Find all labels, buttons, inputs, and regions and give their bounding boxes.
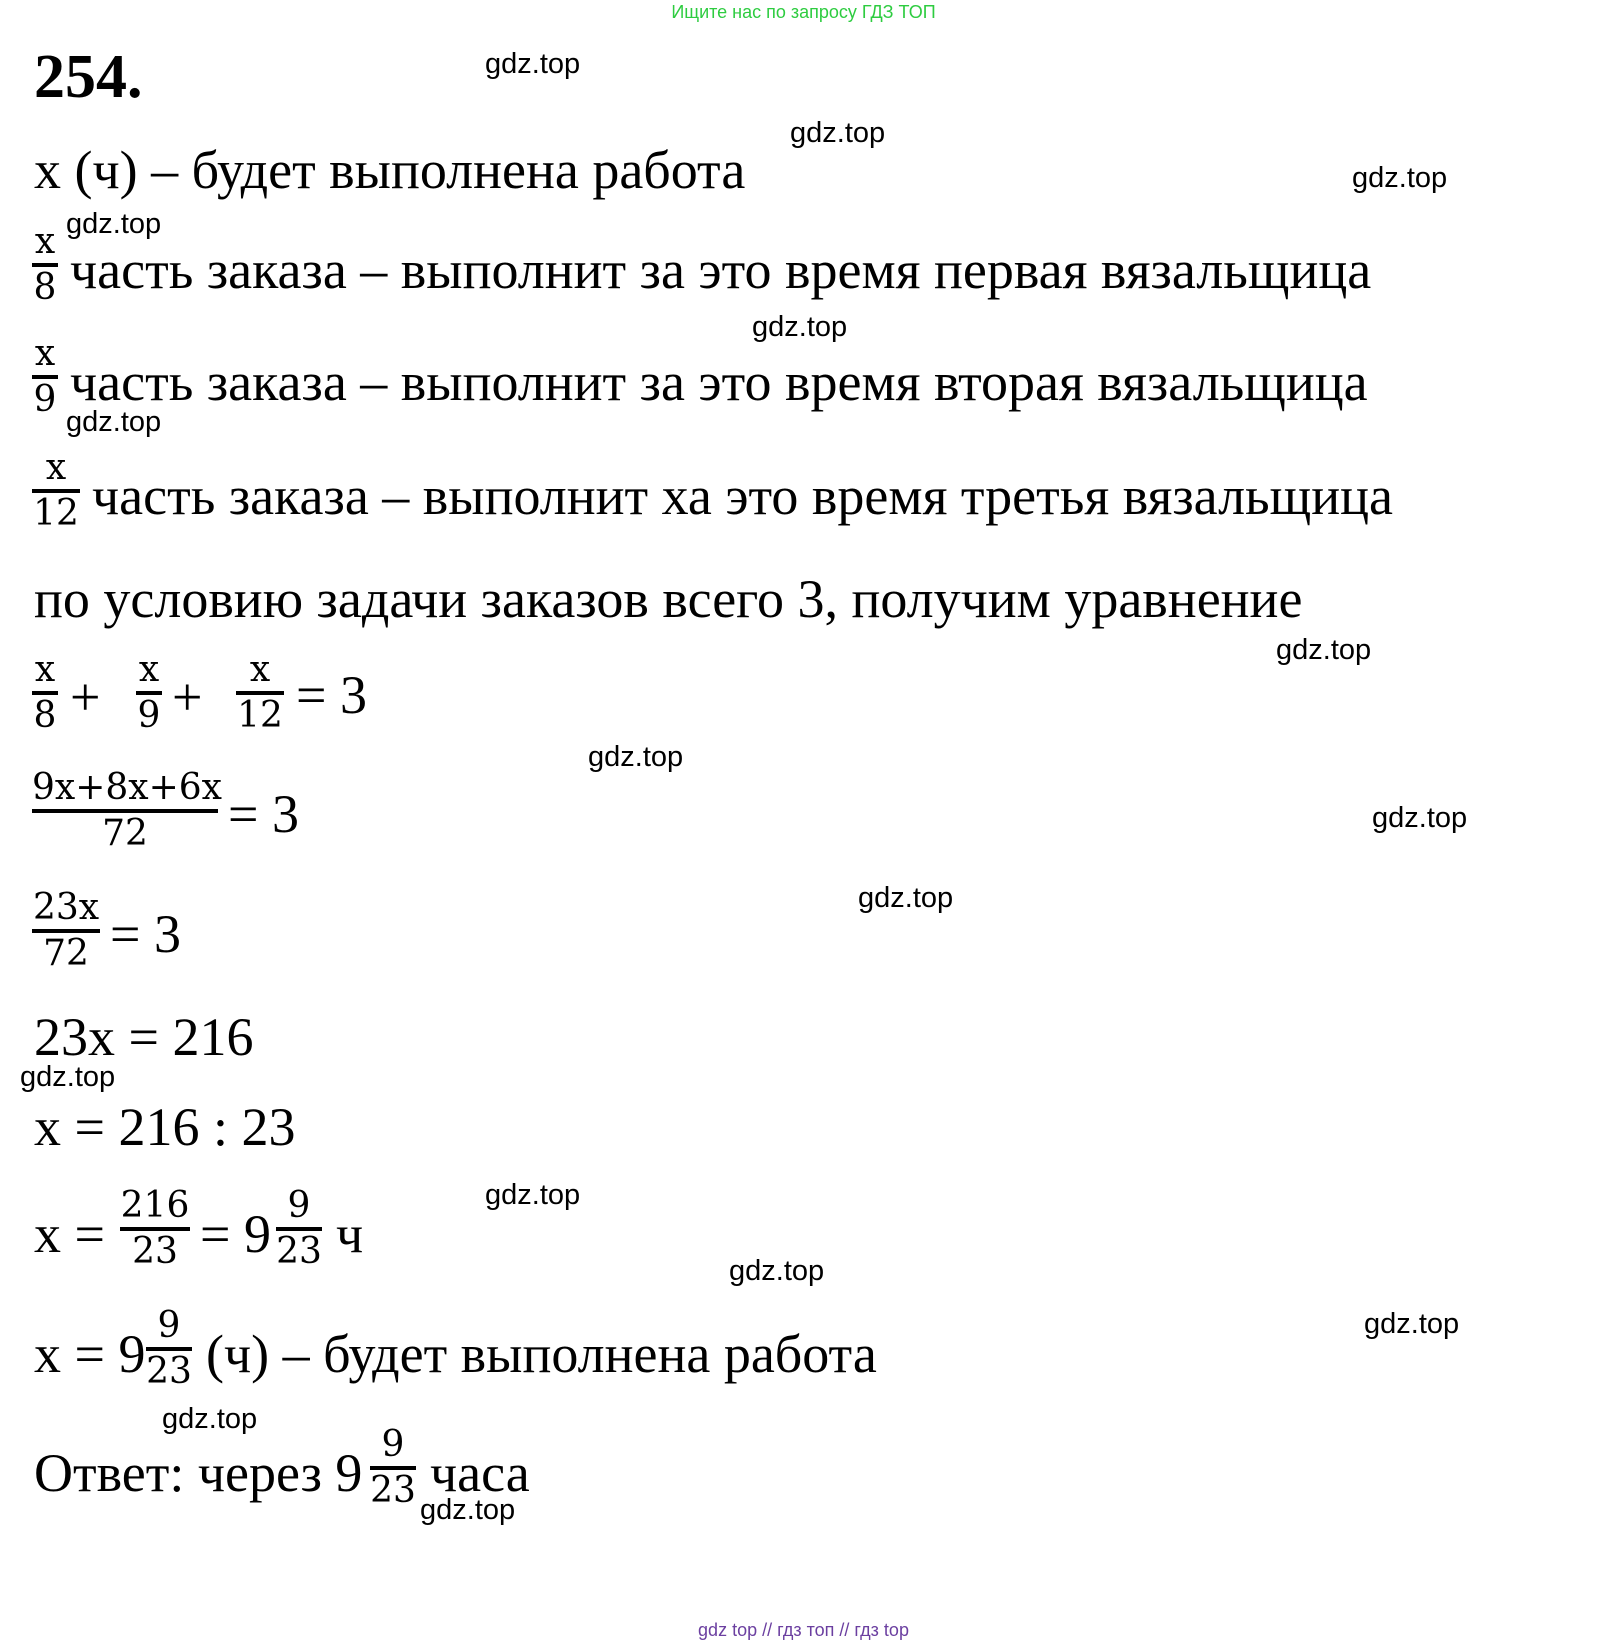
- fraction-numerator: 216: [120, 1185, 190, 1226]
- eq1-fraction-x-over-8: [32, 649, 58, 736]
- eq7-lhs: х = 9: [34, 1324, 146, 1384]
- watermark: gdz.top: [1372, 802, 1468, 834]
- watermark: gdz.top: [420, 1494, 516, 1526]
- answer-lhs: Ответ: через 9: [34, 1443, 363, 1503]
- watermark: gdz.top: [790, 117, 886, 149]
- eq1-plus-sign: +: [172, 667, 203, 727]
- eq3-fraction: [32, 887, 100, 974]
- eq6-fraction-9-over-23: [276, 1185, 322, 1272]
- watermark: gdz.top: [485, 48, 581, 80]
- fraction-numerator: 9: [381, 1424, 405, 1465]
- fraction-x-over-12: [32, 447, 80, 534]
- top-banner: Ищите нас по запросу ГДЗ ТОП: [671, 2, 936, 22]
- fraction-denominator: 8: [33, 267, 57, 308]
- fraction-denominator: 72: [43, 933, 89, 974]
- line-variable-definition: х (ч) – будет выполнена работа: [34, 140, 746, 200]
- fraction-denominator: 23: [276, 1231, 322, 1272]
- watermark: gdz.top: [66, 406, 162, 438]
- fraction-denominator: 23: [370, 1470, 416, 1511]
- watermark: gdz.top: [162, 1403, 258, 1435]
- line-second-knitter: часть заказа – выполнит за это время вторая вязальщица: [70, 352, 1368, 412]
- eq6-lhs: х =: [34, 1204, 105, 1264]
- fraction-numerator: x: [34, 221, 56, 262]
- answer-fraction-9-over-23: [370, 1424, 416, 1511]
- fraction-numerator: x: [249, 649, 271, 690]
- fraction-numerator: x: [45, 447, 67, 488]
- fraction-numerator: 9x+8x+6x: [32, 767, 222, 808]
- watermark: gdz.top: [588, 741, 684, 773]
- eq7-rest: (ч) – будет выполнена работа: [206, 1324, 877, 1384]
- fraction-x-over-9: [32, 333, 58, 420]
- line-first-knitter: часть заказа – выполнит за это время первая вязальщица: [70, 240, 1372, 300]
- watermark: gdz.top: [66, 208, 162, 240]
- eq6-mid: = 9: [200, 1204, 271, 1264]
- watermark: gdz.top: [20, 1061, 116, 1093]
- fraction-denominator: 8: [33, 695, 57, 736]
- fraction-denominator: 72: [102, 813, 148, 854]
- fraction-numerator: 9: [287, 1185, 311, 1226]
- line-condition: по условию задачи заказов всего 3, получим уравнение: [34, 569, 1303, 629]
- eq1-plus-sign: +: [70, 667, 101, 727]
- fraction-denominator: 12: [237, 695, 283, 736]
- line-third-knitter: часть заказа – выполнит ха это время третья вязальщица: [92, 466, 1394, 526]
- fraction-numerator: x: [34, 649, 56, 690]
- footer: gdz top // гдз топ // гдз top: [698, 1620, 909, 1640]
- fraction-x-over-8: [32, 221, 58, 308]
- eq4: 23х = 216: [34, 1007, 254, 1067]
- eq2-rhs: = 3: [228, 784, 299, 844]
- fraction-numerator: x: [34, 333, 56, 374]
- fraction-denominator: 9: [33, 379, 57, 420]
- watermark: gdz.top: [1364, 1308, 1460, 1340]
- fraction-numerator: 23x: [32, 887, 100, 928]
- fraction-denominator: 9: [137, 695, 161, 736]
- eq5: х = 216 : 23: [34, 1097, 296, 1157]
- watermark: gdz.top: [1352, 162, 1448, 194]
- watermark: gdz.top: [858, 882, 954, 914]
- eq7-fraction-9-over-23: [146, 1305, 192, 1392]
- watermark: gdz.top: [485, 1179, 581, 1211]
- fraction-denominator: 12: [33, 493, 79, 534]
- eq6-unit: ч: [336, 1204, 364, 1264]
- eq1-fraction-x-over-9: [136, 649, 162, 736]
- eq1-fraction-x-over-12: [236, 649, 284, 736]
- fraction-numerator: 9: [157, 1305, 181, 1346]
- eq1-rhs: = 3: [296, 665, 367, 725]
- eq2-fraction: [32, 767, 222, 854]
- fraction-numerator: x: [138, 649, 160, 690]
- watermark: gdz.top: [729, 1255, 825, 1287]
- eq6-fraction-216-over-23: [120, 1185, 190, 1272]
- problem-number: 254.: [34, 43, 143, 111]
- fraction-denominator: 23: [146, 1351, 192, 1392]
- fraction-denominator: 23: [132, 1231, 178, 1272]
- answer-rest: часа: [430, 1443, 530, 1503]
- watermark: gdz.top: [1276, 634, 1372, 666]
- eq3-rhs: = 3: [110, 904, 181, 964]
- watermark: gdz.top: [752, 311, 848, 343]
